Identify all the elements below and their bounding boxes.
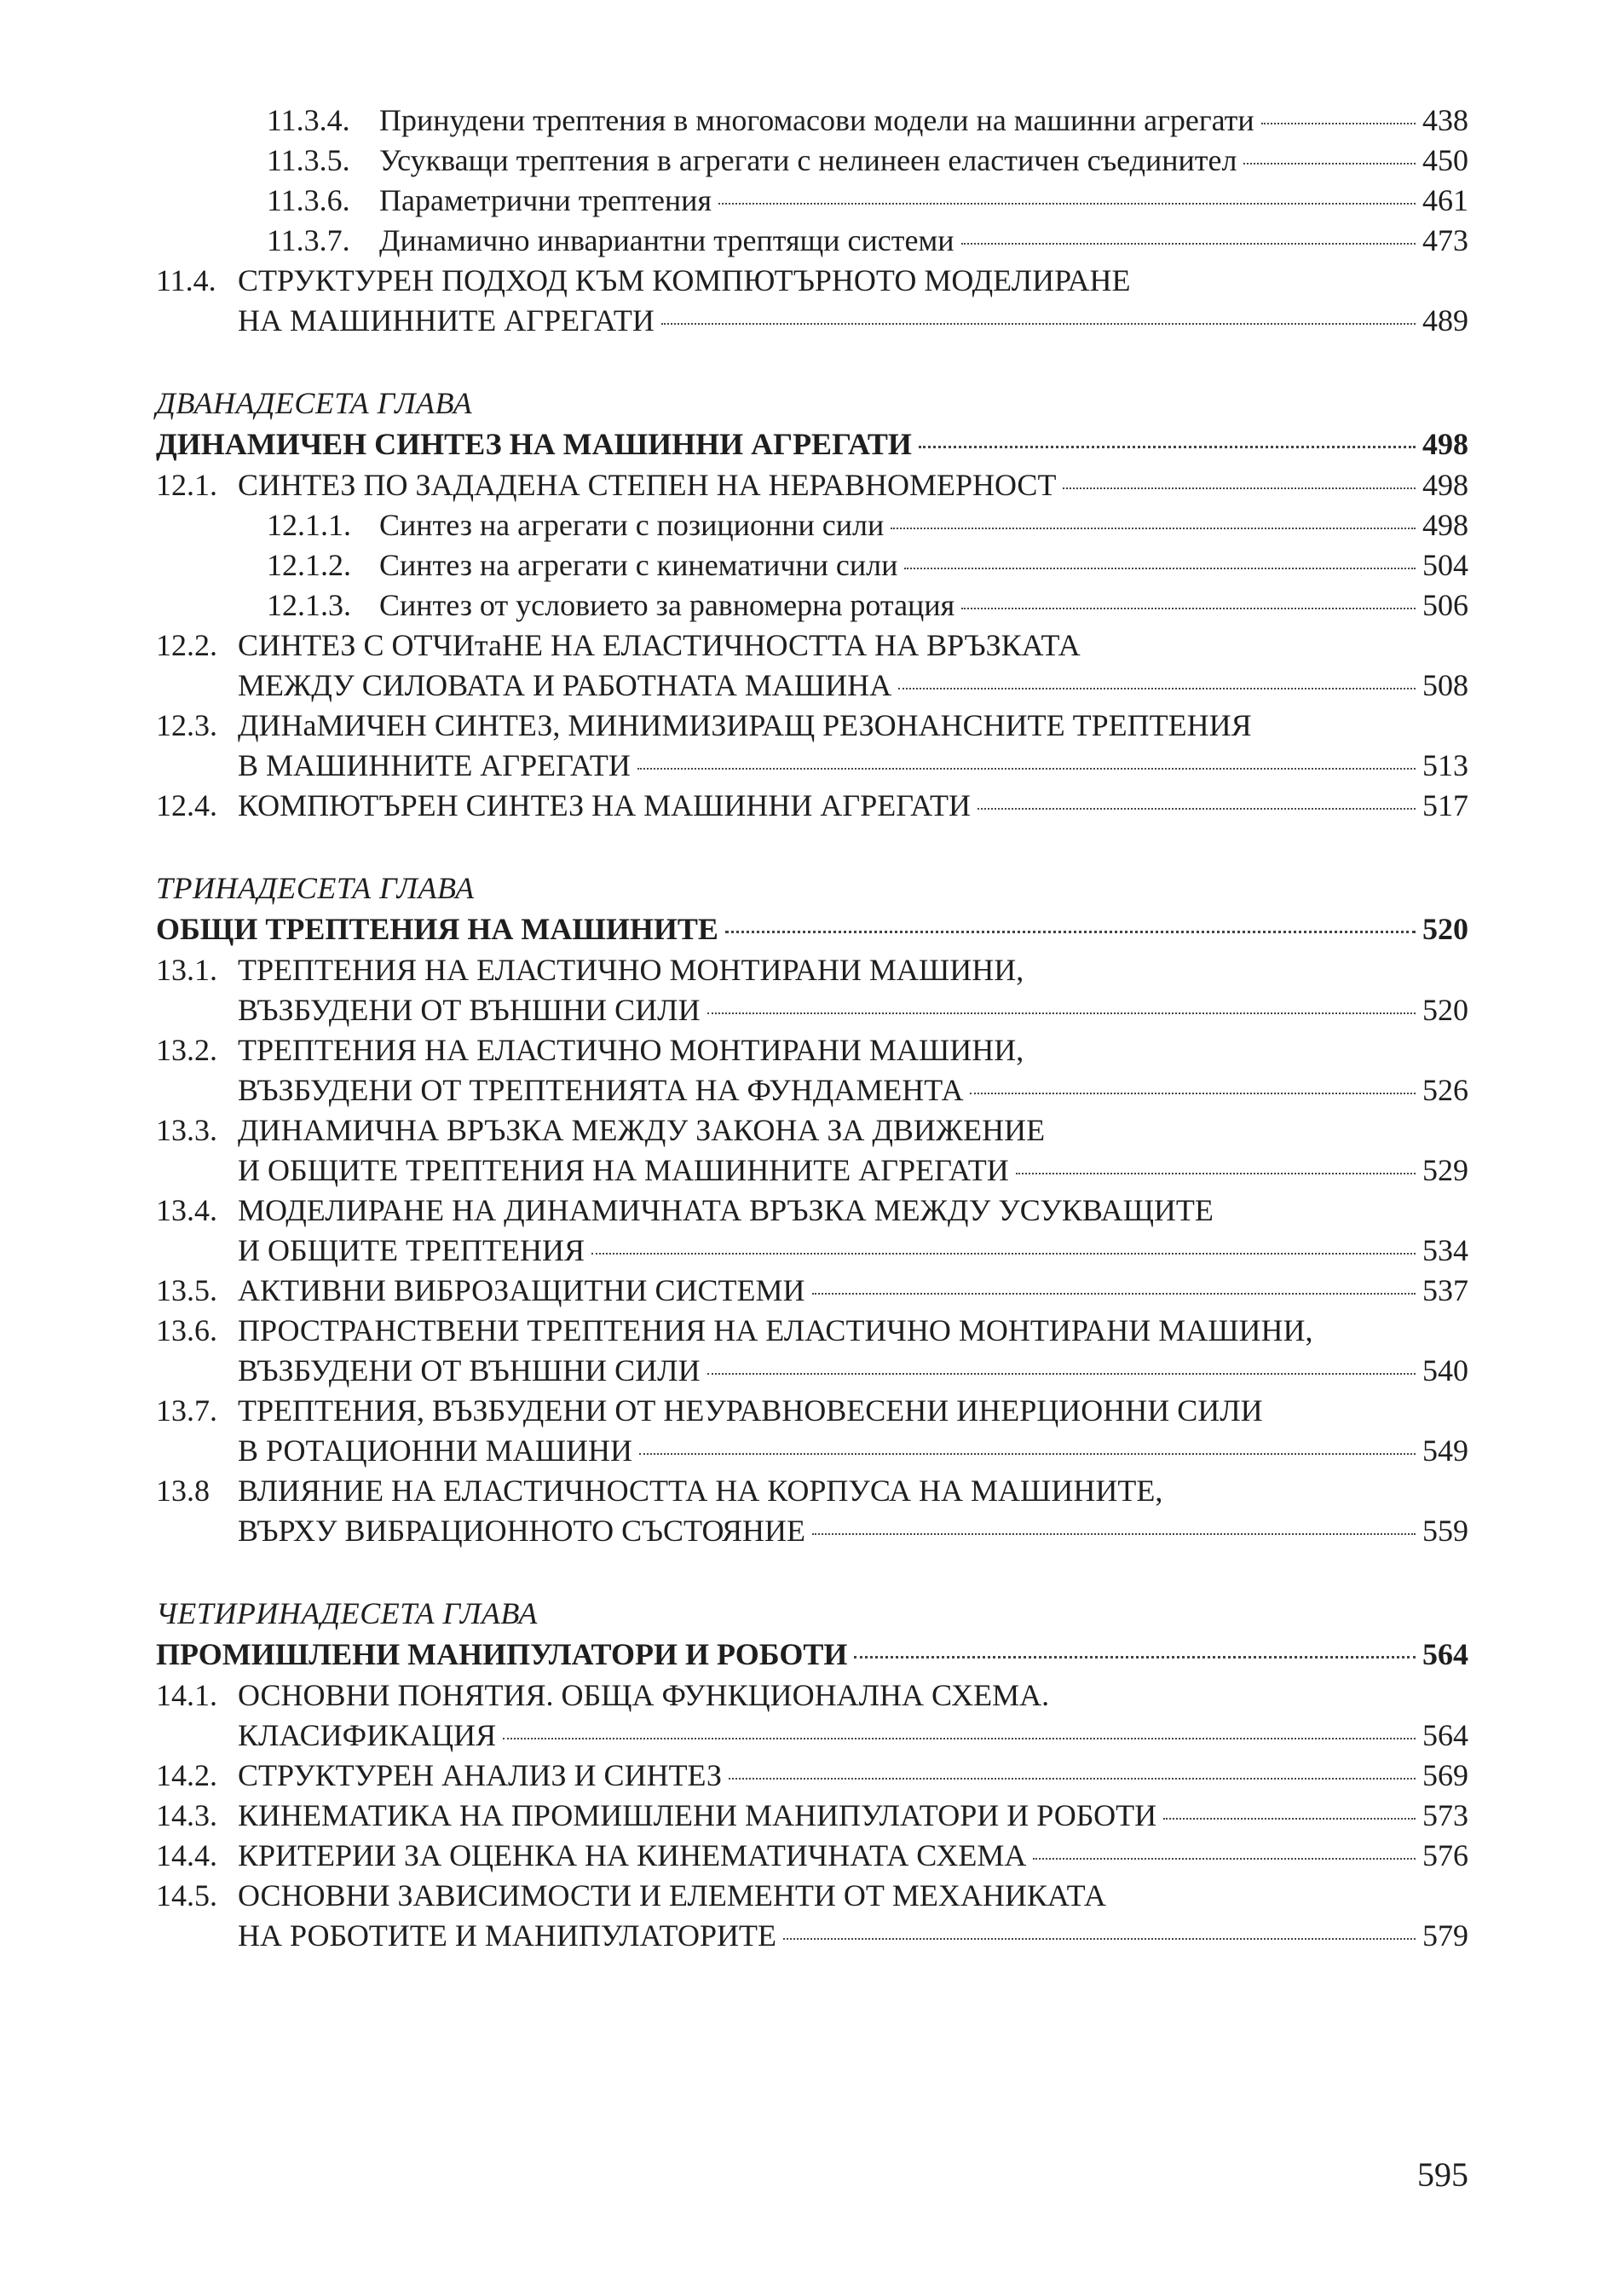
toc-page-number: 573 [1422, 1798, 1468, 1832]
toc-entry-text [238, 1916, 776, 1956]
toc-entry-line [156, 1431, 1468, 1471]
toc-entry [156, 950, 1468, 1030]
toc-entry-text [238, 1070, 963, 1111]
toc-entry-text [156, 465, 1056, 505]
section-title: ВЪРХУ ВИБРАЦИОННОТО СЪСТОЯНИЕ [238, 1514, 805, 1548]
toc-page-number: 461 [1422, 183, 1468, 217]
section-title: КИНЕМАТИКА НА ПРОМИШЛЕНИ МАНИПУЛАТОРИ И РОБОТИ [238, 1798, 1157, 1832]
toc-entry-line [156, 1351, 1468, 1391]
section-title: Синтез на агрегати с позиционни сили [379, 508, 885, 542]
toc-section [156, 384, 1468, 826]
section-title: Параметрични трептения [379, 183, 712, 217]
section-number: 11.3.7. [267, 223, 350, 257]
section-number: 14.4. [156, 1838, 217, 1872]
toc-entry-line [267, 586, 1468, 626]
toc-entry [156, 1391, 1468, 1471]
dot-leader [919, 446, 1416, 448]
section-number: 14.2. [156, 1758, 217, 1792]
toc-entry-line [156, 301, 1468, 341]
section-title: СИНТЕЗ ПО ЗАДАДЕНА СТЕПЕН НА НЕРАВНОМЕРНОСТ [238, 468, 1057, 502]
dot-leader [1261, 123, 1416, 124]
toc-entry [156, 1271, 1468, 1311]
toc-page-number: 517 [1422, 788, 1468, 822]
dot-leader [1063, 487, 1416, 489]
toc-entry-text [156, 1113, 1045, 1147]
toc-entry [156, 1836, 1468, 1876]
toc-entry-text [156, 1836, 1026, 1876]
toc-entry-line [156, 1716, 1468, 1756]
section-title: ДИНаМИЧЕН СИНТЕЗ, МИНИМИЗИРАЩ РЕЗОНАНСНИТЕ ТРЕПТЕНИЯ [238, 708, 1252, 742]
chapter-title-line [156, 1634, 1468, 1676]
toc-entry-text [267, 505, 884, 545]
chapter-label: ТРИНАДЕСЕТА ГЛАВА [156, 871, 475, 905]
toc-page-number: 450 [1422, 143, 1468, 177]
toc-entry-text [267, 101, 1254, 141]
toc-section [156, 868, 1468, 1551]
toc-entry [156, 505, 1468, 545]
toc-entry-line [267, 141, 1468, 181]
section-number: 14.1. [156, 1678, 217, 1712]
dot-leader [898, 688, 1416, 689]
dot-leader [1163, 1818, 1416, 1820]
toc-page-number: 564 [1422, 1718, 1468, 1752]
chapter-page-number: 520 [1422, 912, 1468, 946]
toc-entry-line [267, 545, 1468, 586]
toc-section [156, 1594, 1468, 1956]
toc-entry-text [156, 1271, 805, 1311]
section-title: ПРОСТРАНСТВЕНИ ТРЕПТЕНИЯ НА ЕЛАСТИЧНО МОНТИРАНИ МАШИНИ, [238, 1313, 1313, 1347]
toc-entry [156, 1876, 1468, 1956]
section-number: 14.5. [156, 1878, 217, 1912]
toc-page-number: 508 [1422, 668, 1468, 702]
toc-page-number: 579 [1422, 1918, 1468, 1953]
toc-page-number: 559 [1422, 1514, 1468, 1548]
toc-entry [156, 221, 1468, 261]
toc-entry-line [156, 626, 1468, 666]
dot-leader [591, 1253, 1416, 1255]
toc-page-number: 498 [1422, 508, 1468, 542]
toc-entry-line [156, 706, 1468, 746]
dot-leader [1033, 1858, 1416, 1860]
toc-entry-text [156, 953, 1024, 987]
chapter-page-number: 498 [1422, 427, 1468, 461]
section-number: 12.1. [156, 468, 217, 502]
page-number: 595 [1417, 2155, 1468, 2194]
chapter-title [156, 424, 1468, 465]
section-number: 13.6. [156, 1313, 217, 1347]
toc-entry-line [156, 1836, 1468, 1876]
section-title: КОМПЮТЪРЕН СИНТЕЗ НА МАШИННИ АГРЕГАТИ [238, 788, 971, 822]
chapter-page-number: 564 [1422, 1637, 1468, 1671]
toc-entry-text [156, 1393, 1263, 1428]
dot-leader [725, 931, 1416, 933]
section-title: КРИТЕРИИ ЗА ОЦЕНКА НА КИНЕМАТИЧНАТА СХЕМА [238, 1838, 1027, 1872]
section-number: 13.1. [156, 953, 217, 987]
section-title: И ОБЩИТЕ ТРЕПТЕНИЯ [238, 1233, 585, 1267]
toc-entry-line [156, 1271, 1468, 1311]
toc-entry-line [156, 1030, 1468, 1070]
chapter-label: ЧЕТИРИНАДЕСЕТА ГЛАВА [156, 1596, 538, 1630]
toc-page-number: 534 [1422, 1233, 1468, 1267]
chapter-title-line [156, 909, 1468, 950]
section-title: СТРУКТУРЕН АНАЛИЗ И СИНТЕЗ [238, 1758, 723, 1792]
toc-entry-text [156, 1756, 722, 1796]
toc-page-number: 498 [1422, 468, 1468, 502]
section-number: 13.7. [156, 1393, 217, 1428]
dot-leader [639, 1453, 1416, 1455]
dot-leader [1016, 1173, 1416, 1174]
toc-entry-text [156, 1033, 1024, 1067]
toc-entry-text [238, 1431, 632, 1471]
section-title: ОСНОВНИ ПОНЯТИЯ. ОБЩА ФУНКЦИОНАЛНА СХЕМА. [238, 1678, 1050, 1712]
toc-entry-line [267, 505, 1468, 545]
toc-page-number: 504 [1422, 548, 1468, 582]
dot-leader [978, 808, 1416, 810]
chapter-label: ДВАНАДЕСЕТА ГЛАВА [156, 386, 473, 420]
toc-entry-text [267, 181, 712, 221]
toc-entry-text [267, 221, 954, 261]
section-number: 11.3.5. [267, 143, 350, 177]
toc-page-number: 473 [1422, 223, 1468, 257]
toc-entry-line [156, 1796, 1468, 1836]
toc-entry-line [156, 1756, 1468, 1796]
toc-entry-line [156, 1191, 1468, 1231]
section-title: МОДЕЛИРАНЕ НА ДИНАМИЧНАТА ВРЪЗКА МЕЖДУ УСУКВАЩИТЕ [238, 1193, 1214, 1227]
section-number: 12.1.3. [267, 588, 351, 622]
toc-page-number: 489 [1422, 303, 1468, 337]
toc-entry-line [156, 990, 1468, 1030]
toc-entry-text [156, 1878, 1106, 1912]
toc-entry-line [156, 1311, 1468, 1351]
section-number: 12.4. [156, 788, 217, 822]
chapter-title-text: ПРОМИШЛЕНИ МАНИПУЛАТОРИ И РОБОТИ [156, 1637, 848, 1671]
toc-entry [156, 465, 1468, 505]
section-title: ВЛИЯНИЕ НА ЕЛАСТИЧНОСТТА НА КОРПУСА НА МАШИНИТЕ, [238, 1474, 1163, 1508]
toc-page-number: 537 [1422, 1273, 1468, 1307]
toc-entry [156, 181, 1468, 221]
section-number: 12.3. [156, 708, 217, 742]
section-number: 14.3. [156, 1798, 217, 1832]
toc-entry-line [156, 950, 1468, 990]
toc-entry-text [238, 1351, 701, 1391]
toc-entry-line [267, 221, 1468, 261]
dot-leader [718, 203, 1416, 205]
toc-entry [156, 1796, 1468, 1836]
toc-entry-text [156, 786, 971, 826]
section-title: Синтез на агрегати с кинематични сили [379, 548, 898, 582]
toc-entry [156, 1030, 1468, 1111]
toc-page-number: 526 [1422, 1073, 1468, 1107]
section-title: В МАШИННИТЕ АГРЕГАТИ [238, 748, 631, 782]
toc-entry-line [156, 1676, 1468, 1716]
section-title: ТРЕПТЕНИЯ НА ЕЛАСТИЧНО МОНТИРАНИ МАШИНИ, [238, 953, 1024, 987]
toc-entry-text [238, 1716, 496, 1756]
toc-entry-line [156, 1916, 1468, 1956]
section-title: И ОБЩИТЕ ТРЕПТЕНИЯ НА МАШИННИТЕ АГРЕГАТИ [238, 1153, 1009, 1187]
toc-entry [156, 626, 1468, 706]
dot-leader [503, 1738, 1416, 1739]
toc-entry-text [267, 586, 954, 626]
toc-entry-text [156, 1796, 1156, 1836]
dot-leader [1243, 163, 1416, 164]
toc-entry [156, 706, 1468, 786]
toc-entry-text [238, 301, 655, 341]
toc-entry-line [267, 101, 1468, 141]
dot-leader [729, 1778, 1416, 1780]
toc-entry [156, 586, 1468, 626]
toc-entry-text [238, 746, 631, 786]
section-title: ВЪЗБУДЕНИ ОТ ТРЕПТЕНИЯТА НА ФУНДАМЕНТА [238, 1073, 964, 1107]
toc-page-number: 520 [1422, 993, 1468, 1027]
section-number: 11.3.6. [267, 183, 350, 217]
toc-entry-text [156, 708, 1252, 742]
section-title: НА РОБОТИТЕ И МАНИПУЛАТОРИТЕ [238, 1918, 777, 1953]
section-number: 12.1.2. [267, 548, 351, 582]
toc-entry-text [156, 263, 1131, 297]
section-title: Синтез от условието за равномерна ротация [379, 588, 955, 622]
toc-entry-text [267, 141, 1237, 181]
toc-entry-text [238, 1511, 805, 1551]
toc-entry-line [156, 1151, 1468, 1191]
toc-entry-line [156, 1231, 1468, 1271]
toc-page-number: 540 [1422, 1353, 1468, 1387]
section-title: Усукващи трептения в агрегати с нелинеен еластичен съединител [379, 143, 1237, 177]
toc-entry [156, 141, 1468, 181]
toc-entry-text [156, 628, 1081, 662]
toc-entry-line [267, 181, 1468, 221]
section-title: Принудени трептения в многомасови модели на машинни агрегати [379, 103, 1254, 137]
section-title: ДИНАМИЧНА ВРЪЗКА МЕЖДУ ЗАКОНА ЗА ДВИЖЕНИЕ [238, 1113, 1046, 1147]
dot-leader [783, 1938, 1416, 1940]
toc-page-number: 438 [1422, 103, 1468, 137]
toc-entry [156, 545, 1468, 586]
toc-entry-text [238, 990, 701, 1030]
toc-page-number: 576 [1422, 1838, 1468, 1872]
dot-leader [961, 243, 1416, 245]
toc-entry [156, 1111, 1468, 1191]
toc-entry-line [156, 666, 1468, 706]
toc-section [156, 101, 1468, 341]
toc-entry-line [156, 746, 1468, 786]
toc-entry [156, 1191, 1468, 1271]
section-title: АКТИВНИ ВИБРОЗАЩИТНИ СИСТЕМИ [238, 1273, 805, 1307]
toc-entry-text [267, 545, 897, 586]
toc-entry [156, 1676, 1468, 1756]
section-title: СИНТЕЗ С ОТЧИтаНЕ НА ЕЛАСТИЧНОСТТА НА ВРЪЗКАТА [238, 628, 1081, 662]
section-number: 13.4. [156, 1193, 217, 1227]
toc-entry [156, 786, 1468, 826]
dot-leader [707, 1373, 1416, 1375]
section-title: ТРЕПТЕНИЯ, ВЪЗБУДЕНИ ОТ НЕУРАВНОВЕСЕНИ ИНЕРЦИОННИ СИЛИ [238, 1393, 1263, 1428]
toc-entry-line [156, 786, 1468, 826]
dot-leader [812, 1533, 1416, 1535]
section-title: СТРУКТУРЕН ПОДХОД КЪМ КОМПЮТЪРНОТО МОДЕЛИРАНЕ [238, 263, 1131, 297]
toc-entry-text [156, 1313, 1313, 1347]
section-number: 13.8 [156, 1474, 210, 1508]
toc-entry-line [156, 1070, 1468, 1111]
toc-entry [156, 1756, 1468, 1796]
section-number: 12.1.1. [267, 508, 351, 542]
dot-leader [891, 528, 1416, 529]
section-title: НА МАШИННИТЕ АГРЕГАТИ [238, 303, 655, 337]
toc-entry [156, 1471, 1468, 1551]
section-title: ОСНОВНИ ЗАВИСИМОСТИ И ЕЛЕМЕНТИ ОТ МЕХАНИКАТА [238, 1878, 1106, 1912]
section-title: Динамично инвариантни трептящи системи [379, 223, 954, 257]
toc-entry-line [156, 1876, 1468, 1916]
section-number: 12.2. [156, 628, 217, 662]
toc-entry-line [156, 465, 1468, 505]
chapter-title-text: ДИНАМИЧЕН СИНТЕЗ НА МАШИННИ АГРЕГАТИ [156, 427, 912, 461]
toc-entry [156, 1311, 1468, 1391]
dot-leader [970, 1093, 1416, 1094]
toc-page-number: 549 [1422, 1434, 1468, 1468]
toc-page-number: 529 [1422, 1153, 1468, 1187]
dot-leader [707, 1012, 1416, 1014]
toc-page-number: 569 [1422, 1758, 1468, 1792]
toc-entry-line [156, 1471, 1468, 1511]
chapter-title [156, 1634, 1468, 1676]
toc-entry-text [156, 1193, 1214, 1227]
toc-entry-text [238, 1231, 585, 1271]
dot-leader [637, 768, 1416, 770]
toc-entry-text [156, 1474, 1162, 1508]
toc-entry-line [156, 261, 1468, 301]
dot-leader [812, 1293, 1416, 1295]
toc-entry-line [156, 1391, 1468, 1431]
toc-page-number: 506 [1422, 588, 1468, 622]
toc-entry-line [156, 1511, 1468, 1551]
section-number: 11.4. [156, 263, 216, 297]
toc-entry [156, 101, 1468, 141]
section-number: 11.3.4. [267, 103, 350, 137]
section-number: 13.2. [156, 1033, 217, 1067]
toc-entry-text [238, 1151, 1009, 1191]
chapter-title-line [156, 424, 1468, 465]
table-of-contents [156, 101, 1468, 1956]
toc-page-number: 513 [1422, 748, 1468, 782]
section-title: В РОТАЦИОННИ МАШИНИ [238, 1434, 632, 1468]
section-title: МЕЖДУ СИЛОВАТА И РАБОТНАТА МАШИНА [238, 668, 892, 702]
section-title: ВЪЗБУДЕНИ ОТ ВЪНШНИ СИЛИ [238, 1353, 701, 1387]
dot-leader [854, 1656, 1416, 1659]
section-number: 13.5. [156, 1273, 217, 1307]
section-title: ВЪЗБУДЕНИ ОТ ВЪНШНИ СИЛИ [238, 993, 701, 1027]
dot-leader [661, 323, 1416, 325]
toc-entry-text [238, 666, 891, 706]
toc-entry [156, 261, 1468, 341]
dot-leader [904, 568, 1416, 569]
chapter-title [156, 909, 1468, 950]
toc-entry-text [156, 1678, 1049, 1712]
section-number: 13.3. [156, 1113, 217, 1147]
section-title: ТРЕПТЕНИЯ НА ЕЛАСТИЧНО МОНТИРАНИ МАШИНИ, [238, 1033, 1024, 1067]
dot-leader [961, 608, 1416, 609]
chapter-title-text: ОБЩИ ТРЕПТЕНИЯ НА МАШИНИТЕ [156, 912, 718, 946]
section-title: КЛАСИФИКАЦИЯ [238, 1718, 497, 1752]
toc-entry-line [156, 1111, 1468, 1151]
